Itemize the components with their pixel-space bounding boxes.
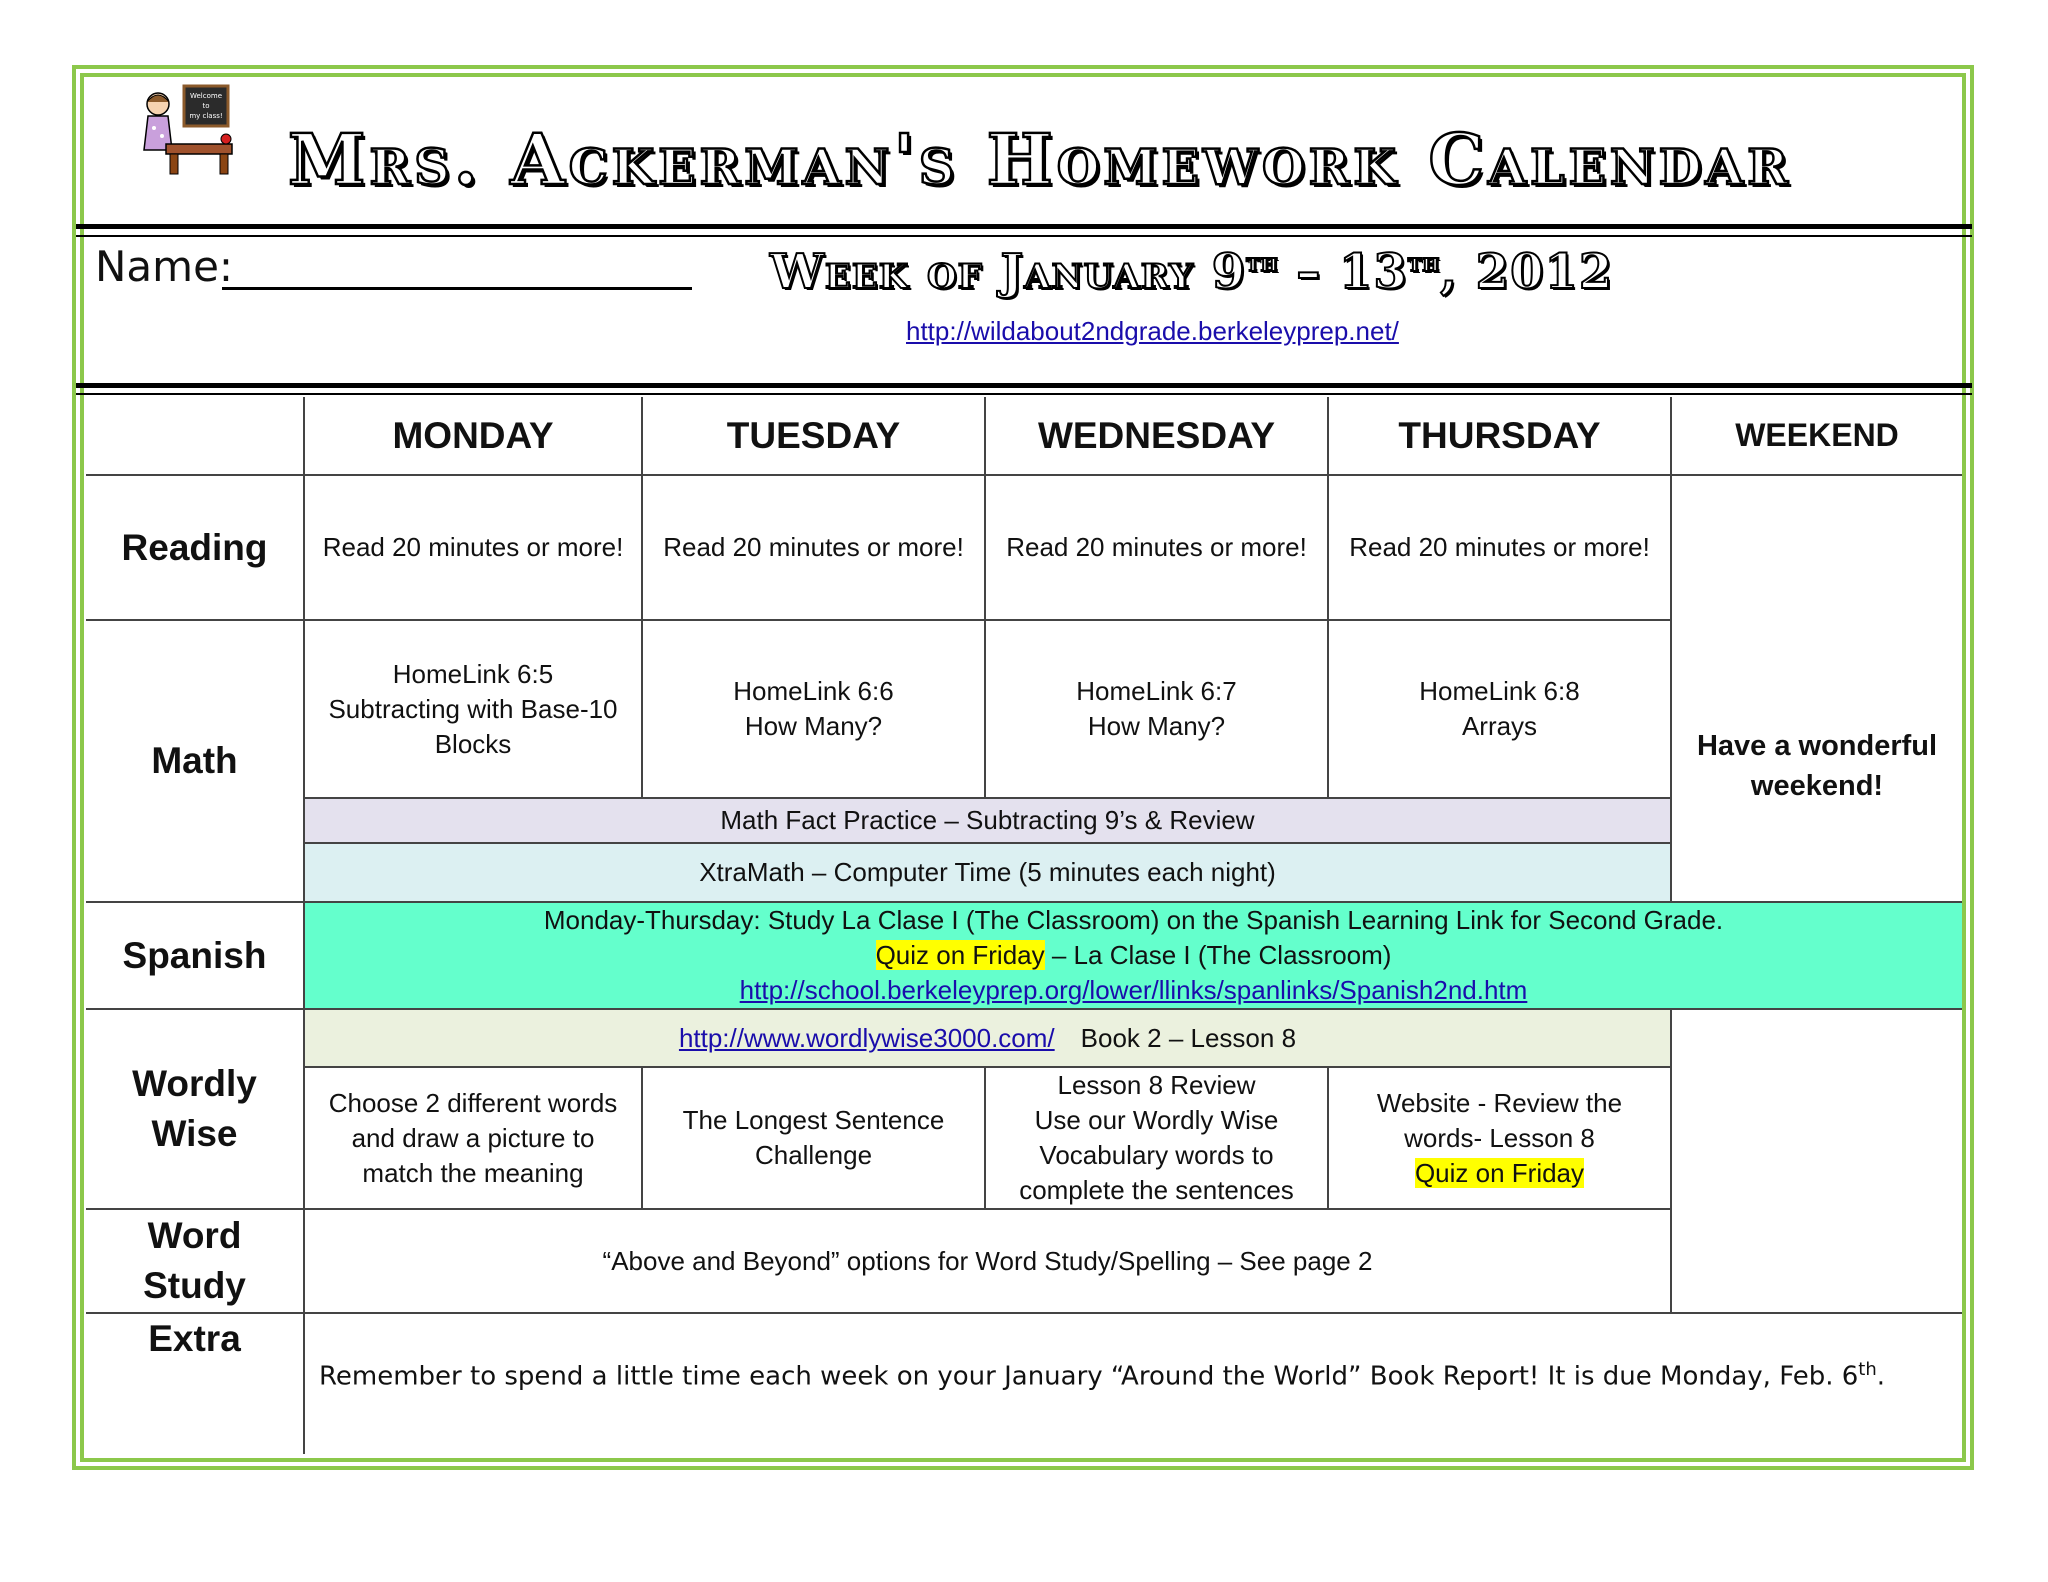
col-header-wednesday: WEDNESDAY xyxy=(985,397,1328,475)
row-label-math: Math xyxy=(86,620,304,902)
wordly-label-line1: Wordly xyxy=(132,1063,257,1104)
row-label-reading: Reading xyxy=(86,475,304,620)
math-thursday xyxy=(1328,620,1671,798)
spanish-line2-rest: – La Clase I (The Classroom) xyxy=(1044,940,1392,970)
reading-tuesday: Read 20 minutes or more! xyxy=(642,475,985,620)
wordly-tuesday-line1: The Longest Sentence xyxy=(682,1105,945,1135)
header-row xyxy=(86,397,1962,475)
col-header-weekend: WEEKEND xyxy=(1671,397,1962,475)
col-header-tuesday: TUESDAY xyxy=(642,397,985,475)
wordly-tuesday xyxy=(642,1067,985,1209)
wordly-wednesday-line3: Vocabulary words to xyxy=(1039,1140,1274,1170)
spanish-quiz-highlight: Quiz on Friday xyxy=(875,940,1045,970)
spanish-assignment xyxy=(304,902,1962,1009)
week-suffix: , 2012 xyxy=(1440,244,1614,300)
row-label-wordly-wise xyxy=(86,1009,304,1209)
header-divider-bottom xyxy=(76,383,1972,388)
homework-calendar-table xyxy=(86,397,1962,1454)
wordly-monday-line1: Choose 2 different words xyxy=(328,1087,618,1118)
svg-text:my class!: my class! xyxy=(189,112,223,120)
wordly-wednesday xyxy=(985,1067,1328,1209)
header-divider-top xyxy=(76,224,1972,229)
row-label-spanish: Spanish xyxy=(86,902,304,1009)
wordly-wednesday-line4: complete the sentences xyxy=(1019,1175,1294,1205)
header-divider-bottom-thin xyxy=(76,393,1972,395)
spanish-line2 xyxy=(311,938,1956,973)
extra-reminder-end: . xyxy=(1876,1361,1886,1392)
wordly-wise-link[interactable]: http://www.wordlywise3000.com/ xyxy=(678,1022,1055,1053)
corner-cell xyxy=(86,397,304,475)
math-thursday-line2: Arrays xyxy=(1461,711,1538,741)
wordly-thursday-line2: words- Lesson 8 xyxy=(1404,1122,1595,1153)
svg-text:to: to xyxy=(202,102,210,110)
wordly-monday-line2: and draw a picture to xyxy=(351,1122,595,1153)
class-website-link[interactable]: http://wildabout2ndgrade.berkeleyprep.net/ xyxy=(906,316,1399,346)
extra-reminder-text: Remember to spend a little time each week on your January “Around the World” Book Report! It is due Monday, Feb. 6 xyxy=(319,1361,1859,1392)
col-header-monday: MONDAY xyxy=(304,397,642,475)
extra-row xyxy=(86,1313,1962,1454)
week-middle: – 13 xyxy=(1278,244,1408,300)
wordly-label-line2: Wise xyxy=(151,1113,238,1154)
name-label: Name: xyxy=(95,242,234,291)
wordly-book-lesson: Book 2 – Lesson 8 xyxy=(1080,1022,1297,1053)
wordly-wednesday-line2: Use our Wordly Wise xyxy=(1034,1105,1279,1135)
spanish-link[interactable]: http://school.berkeleyprep.org/lower/llinks/spanlinks/Spanish2nd.htm xyxy=(739,975,1528,1005)
wordly-monday-line3: match the meaning xyxy=(362,1157,584,1188)
reading-thursday: Read 20 minutes or more! xyxy=(1328,475,1671,620)
math-wednesday-line2: How Many? xyxy=(1087,711,1226,741)
wordly-tuesday-line2: Challenge xyxy=(754,1140,873,1170)
row-label-word-study xyxy=(86,1209,304,1313)
reading-monday: Read 20 minutes or more! xyxy=(304,475,642,620)
col-header-thursday: THURSDAY xyxy=(1328,397,1671,475)
header-divider-top-thin xyxy=(76,235,1972,237)
wordly-wise-band xyxy=(304,1009,1671,1067)
math-monday-line1: HomeLink 6:5 xyxy=(392,658,554,689)
math-wednesday xyxy=(985,620,1328,798)
wordly-thursday xyxy=(1328,1067,1671,1209)
reading-row xyxy=(86,475,1962,620)
wordly-monday xyxy=(304,1067,642,1209)
xtramath: XtraMath – Computer Time (5 minutes each night) xyxy=(304,843,1671,902)
spanish-line1: Monday-Thursday: Study La Clase I (The Classroom) on the Spanish Learning Link for Second Grade. xyxy=(543,905,1724,935)
math-monday-line2: Subtracting with Base-10 Blocks xyxy=(328,693,618,759)
word-study-label-line2: Study xyxy=(143,1265,246,1306)
math-monday xyxy=(304,620,642,798)
math-tuesday-line1: HomeLink 6:6 xyxy=(733,676,894,706)
spanish-row xyxy=(86,902,1962,1009)
weekend-note: Have a wonderful weekend! xyxy=(1671,475,1962,902)
row-label-extra: Extra xyxy=(86,1313,304,1454)
math-fact-practice: Math Fact Practice – Subtracting 9’s & Review xyxy=(304,798,1671,843)
math-wednesday-line1: HomeLink 6:7 xyxy=(1076,676,1237,706)
extra-reminder-sup: th xyxy=(1858,1359,1877,1380)
math-thursday-line1: HomeLink 6:8 xyxy=(1419,676,1580,706)
word-study-options: “Above and Beyond” options for Word Study/Spelling – See page 2 xyxy=(304,1209,1671,1313)
weekend-empty-cell xyxy=(1671,1009,1962,1313)
wordly-thursday-quiz-highlight: Quiz on Friday xyxy=(1414,1157,1585,1188)
week-sup1: th xyxy=(1246,248,1279,278)
wordly-wednesday-line1: Lesson 8 Review xyxy=(1057,1070,1256,1100)
mascot-sign-text: Welcome xyxy=(189,92,223,100)
name-field-line[interactable] xyxy=(222,287,692,290)
reading-wednesday: Read 20 minutes or more! xyxy=(985,475,1328,620)
week-sup2: th xyxy=(1407,248,1441,278)
week-prefix: Week of January 9 xyxy=(770,244,1247,300)
math-tuesday-line2: How Many? xyxy=(744,711,883,741)
page-title: Mrs. Ackerman's Homework Calendar xyxy=(288,118,1792,201)
wordly-thursday-line1: Website - Review the xyxy=(1376,1087,1623,1118)
teacher-mascot-icon xyxy=(136,84,246,180)
word-study-label-line1: Word xyxy=(147,1215,242,1256)
wordly-link-row xyxy=(86,1009,1962,1067)
week-of-heading xyxy=(770,244,1614,300)
math-tuesday xyxy=(642,620,985,798)
extra-reminder xyxy=(304,1313,1962,1454)
